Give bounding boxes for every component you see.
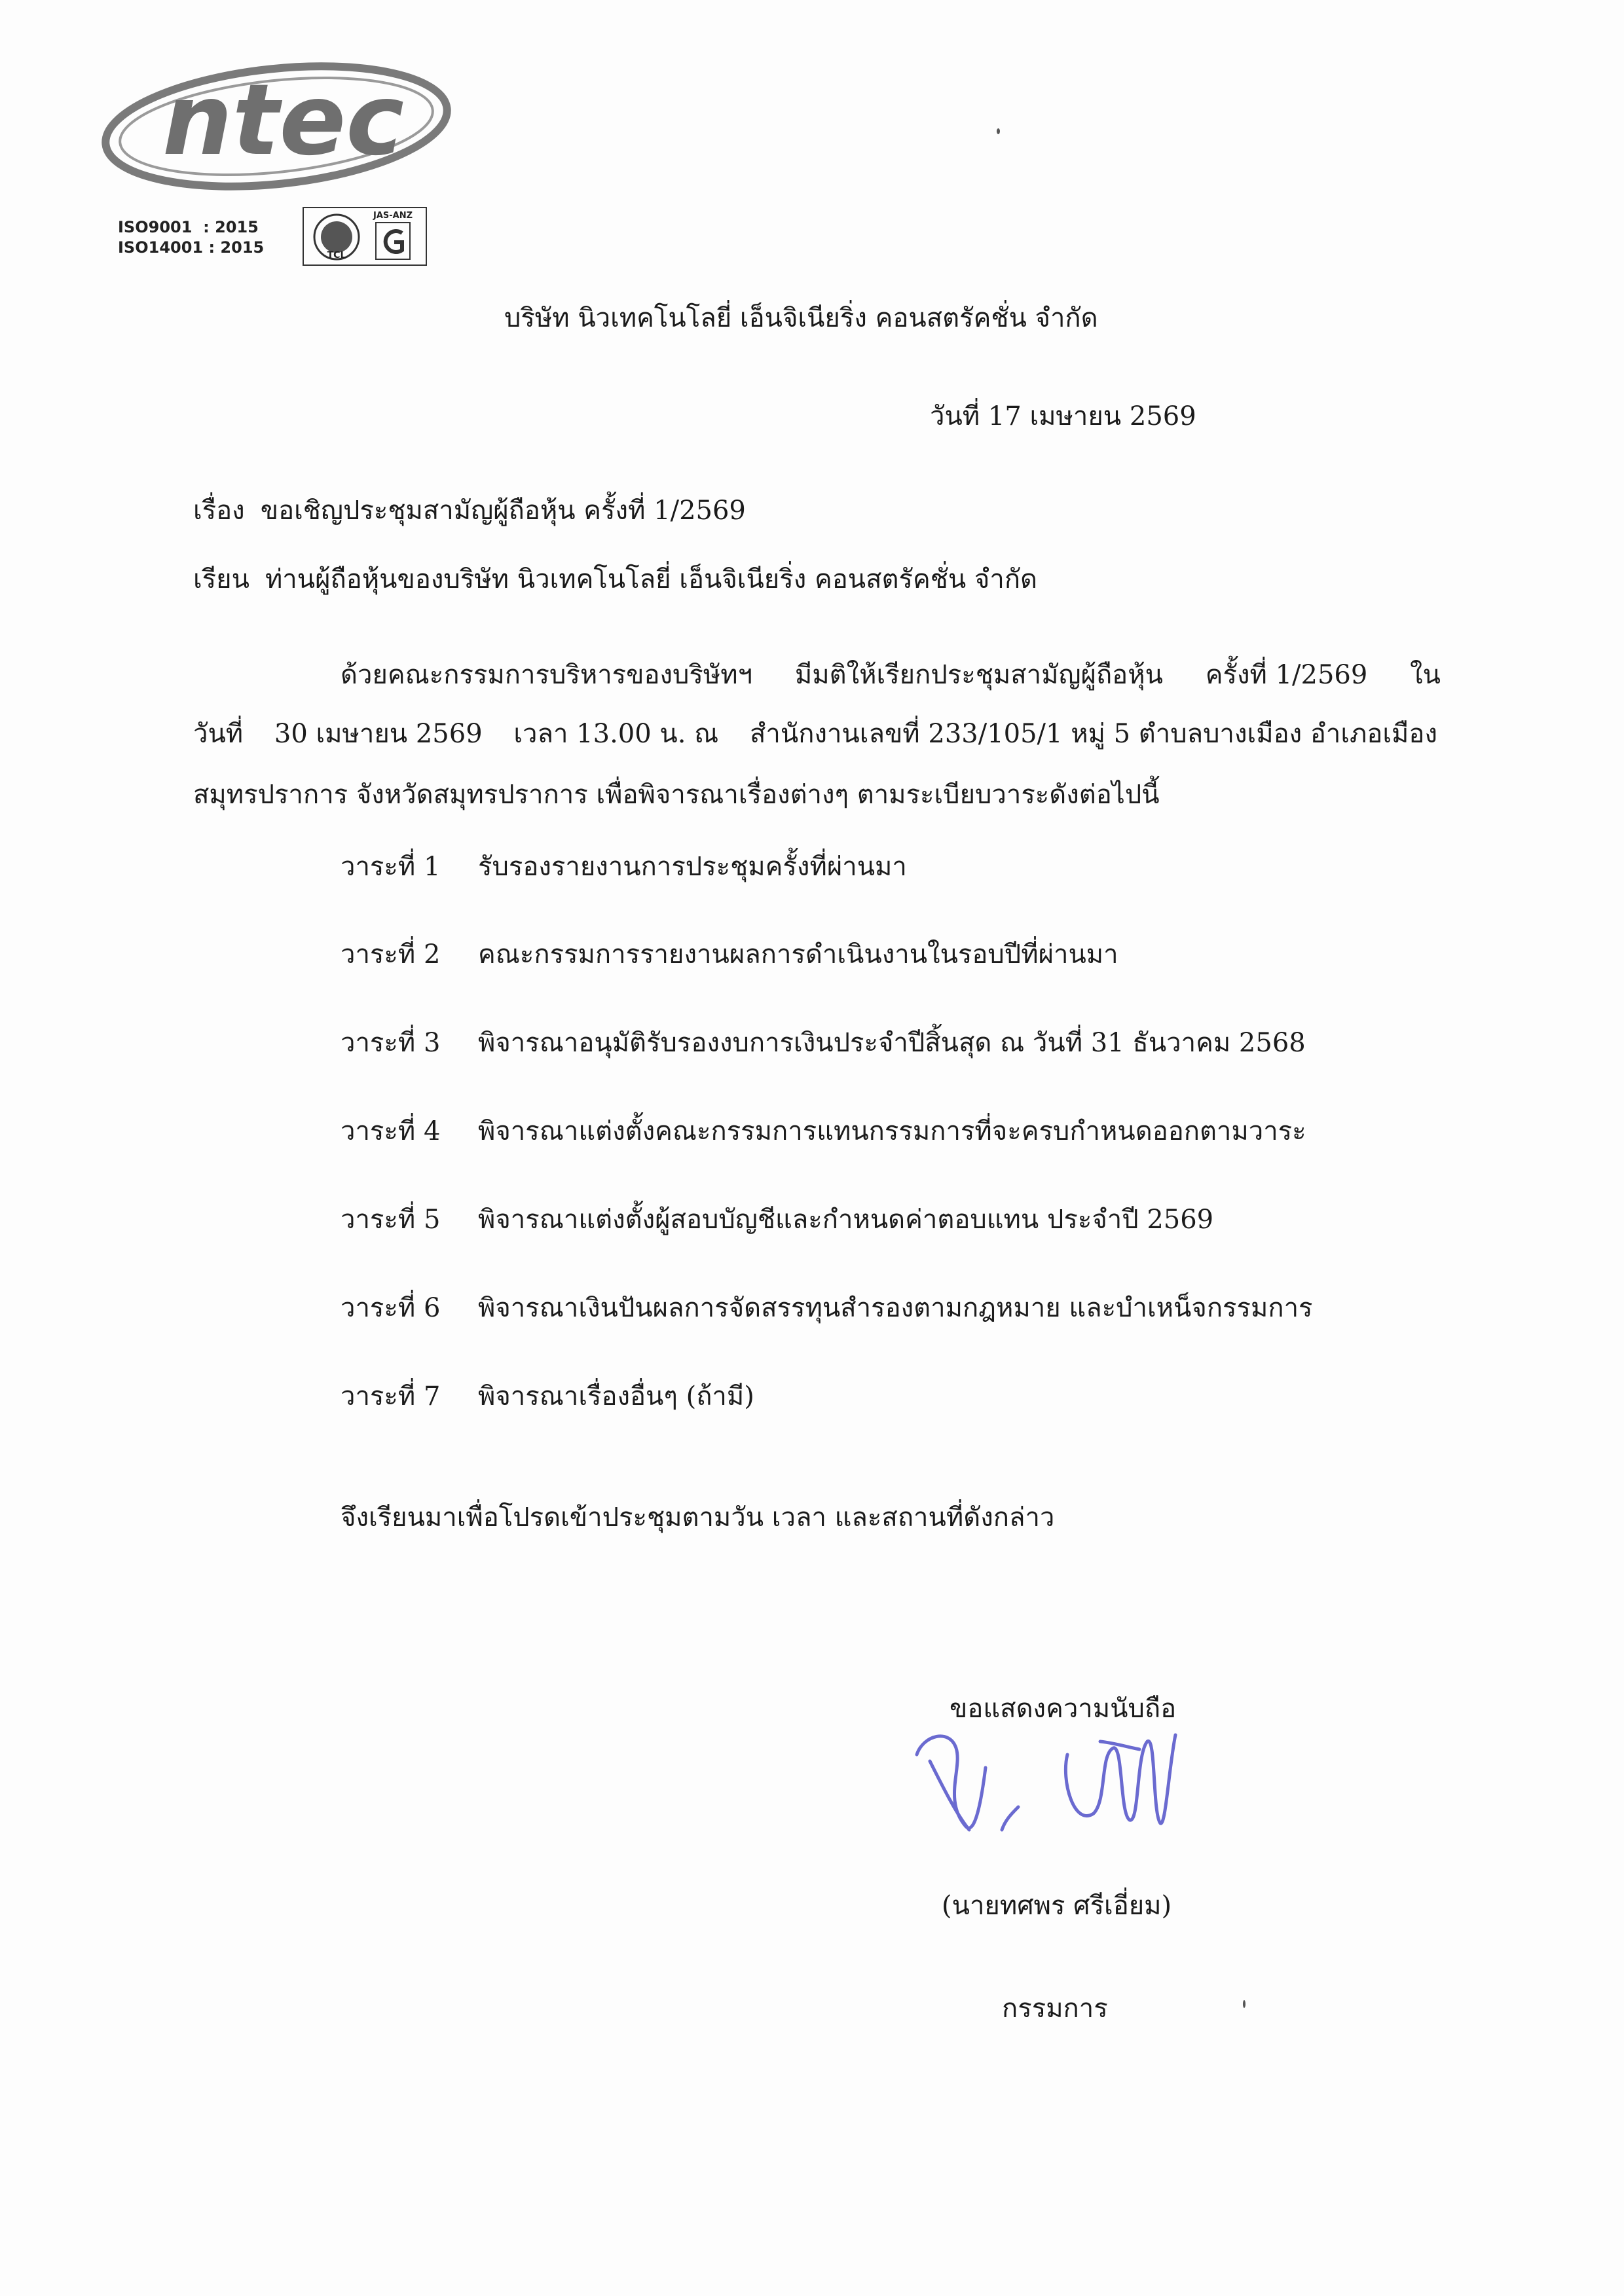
company-header: บริษัท นิวเทคโนโลยี่ เอ็นจิเนียริ่ง คอนสตรัคชั่น จำกัด	[504, 303, 1098, 333]
agenda-text: พิจารณาเรื่องอื่นๆ (ถ้ามี)	[478, 1381, 754, 1412]
iso-certifications	[118, 217, 264, 258]
agenda-item	[341, 848, 907, 885]
signature-image	[904, 1715, 1218, 1846]
agenda-text: พิจารณาแต่งตั้งผู้สอบบัญชีและกำหนดค่าตอบแทน ประจำปี 2569	[478, 1205, 1214, 1235]
agenda-item	[341, 1025, 1306, 1061]
iso-line: ISO14001 : 2015	[118, 238, 265, 257]
sign-off: ขอแสดงความนับถือ	[950, 1694, 1177, 1724]
body-segment: ครั้งที่ 1/2569	[1205, 660, 1368, 690]
letter-date: วันที่ 17 เมษายน 2569	[930, 401, 1196, 431]
body-line	[193, 716, 1437, 752]
recipient-label: เรียน	[193, 564, 249, 594]
body-segment: วันที่	[193, 719, 244, 749]
agenda-number: วาระที่ 3	[341, 1028, 441, 1058]
recipient-line	[193, 561, 1037, 598]
body-segment: ใน	[1410, 660, 1441, 690]
signer-title: กรรมการ	[1002, 1994, 1108, 2024]
recipient-text: ท่านผู้ถือหุ้นของบริษัท นิวเทคโนโลยี่ เอ็นจิเนียริ่ง คอนสตรัคชั่น จำกัด	[265, 564, 1038, 594]
certification-badges	[303, 207, 427, 266]
body-line	[341, 657, 1441, 693]
closing-text: จึงเรียนมาเพื่อโปรดเข้าประชุมตามวัน เวลา และสถานที่ดังกล่าว	[341, 1503, 1055, 1533]
agenda-number: วาระที่ 2	[341, 939, 441, 970]
body-segment: เวลา 13.00 น. ณ	[513, 719, 719, 749]
body-line: สมุทรปราการ จังหวัดสมุทรปราการ เพื่อพิจารณาเรื่องต่างๆ ตามระเบียบวาระดังต่อไปนี้	[193, 780, 1160, 810]
logo-wordmark: ntec	[162, 64, 405, 177]
tcl-badge-text: TCL	[327, 250, 346, 261]
subject-line	[193, 492, 746, 529]
agenda-item	[341, 1378, 754, 1415]
subject-label: เรื่อง	[193, 496, 245, 526]
body-segment: ด้วยคณะกรรมการบริหารของบริษัทฯ	[341, 660, 753, 690]
agenda-text: คณะกรรมการรายงานผลการดำเนินงานในรอบปีที่ผ่านมา	[478, 939, 1118, 970]
ntec-logo	[85, 56, 452, 206]
agenda-item	[341, 1113, 1306, 1150]
agenda-number: วาระที่ 4	[341, 1116, 441, 1146]
agenda-item	[341, 1201, 1213, 1238]
agenda-number: วาระที่ 7	[341, 1381, 441, 1412]
agenda-text: พิจารณาเงินปันผลการจัดสรรทุนสำรองตามกฎหมาย และบำเหน็จกรรมการ	[478, 1293, 1313, 1323]
scan-speck	[997, 128, 1000, 134]
agenda-number: วาระที่ 5	[341, 1205, 441, 1235]
agenda-item	[341, 936, 1118, 973]
agenda-item	[341, 1290, 1313, 1326]
iso-line: ISO9001 : 2015	[118, 218, 259, 236]
agenda-number: วาระที่ 1	[341, 852, 441, 882]
jas-anz-text: JAS-ANZ	[373, 211, 413, 221]
agenda-text: พิจารณาแต่งตั้งคณะกรรมการแทนกรรมการที่จะครบกำหนดออกตามวาระ	[478, 1116, 1306, 1146]
body-segment: มีมติให้เรียกประชุมสามัญผู้ถือหุ้น	[794, 660, 1163, 690]
agenda-text: พิจารณาอนุมัติรับรองงบการเงินประจำปีสิ้นสุด ณ วันที่ 31 ธันวาคม 2568	[478, 1028, 1306, 1058]
agenda-number: วาระที่ 6	[341, 1293, 441, 1323]
agenda-text: รับรองรายงานการประชุมครั้งที่ผ่านมา	[478, 852, 907, 882]
subject-text: ขอเชิญประชุมสามัญผู้ถือหุ้น ครั้งที่ 1/2569	[260, 496, 746, 526]
body-segment: 30 เมษายน 2569	[274, 719, 483, 749]
body-segment: สำนักงานเลขที่ 233/105/1 หมู่ 5 ตำบลบางเมือง อำเภอเมือง	[750, 719, 1437, 749]
scan-speck	[1243, 2000, 1246, 2008]
signer-name: (นายทศพร ศรีเอี่ยม)	[942, 1891, 1172, 1921]
